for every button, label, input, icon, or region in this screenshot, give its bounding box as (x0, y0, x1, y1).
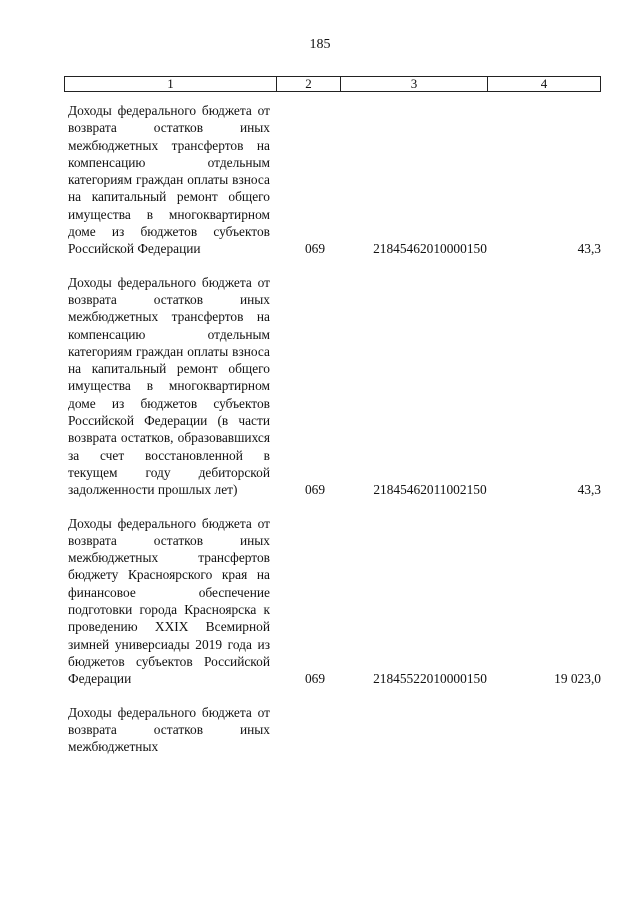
row-description: Доходы федерального бюджета от возврата остатков иных межбюджетных (68, 704, 270, 755)
header-col-4: 4 (540, 76, 548, 91)
row-description: Доходы федерального бюджета от возврата остатков иных межбюджетных трансфертов бюджету Красноярского края на финансовое обеспечение подготовки города Красноярска к проведению XXIX Всемирной зимней универсиады 2019 года из бюджетов субъектов Российской Федерации (68, 515, 270, 687)
header-col-1: 1 (65, 77, 277, 91)
row-description: Доходы федерального бюджета от возврата остатков иных межбюджетных трансфертов на компенсацию отдельным категориям граждан оплаты взноса на капитальный ремонт общего имущества в многоквартирном доме из бюджетов субъектов Российской Федерации (в части возврата остатков, образовавшихся за счет восстановленной в текущем году дебиторской задолженности прошлых лет) (68, 274, 270, 498)
table-header (64, 76, 601, 92)
row-kbk-code: 21845462010000150 (373, 241, 487, 257)
row-amount: 43,3 (577, 482, 601, 498)
table-row (68, 102, 601, 258)
row-kbk-code: 21845522010000150 (373, 671, 487, 687)
header-col-3: 3 (341, 77, 488, 91)
row-kbk-code: 21845462011002150 (373, 482, 487, 498)
table-body (68, 102, 601, 772)
row-admin-code: 069 (304, 482, 326, 498)
table-row (68, 515, 601, 688)
row-description: Доходы федерального бюджета от возврата остатков иных межбюджетных трансфертов на компенсацию отдельным категориям граждан оплаты взноса на капитальный ремонт общего имущества в многоквартирном доме из бюджетов субъектов Российской Федерации (68, 103, 270, 257)
row-amount: 19 023,0 (554, 671, 601, 687)
row-amount: 43,3 (577, 241, 601, 257)
row-admin-code: 069 (304, 241, 326, 257)
row-admin-code: 069 (304, 671, 326, 687)
header-col-2: 2 (277, 77, 341, 91)
page-number: 185 (309, 37, 331, 52)
table-row (68, 274, 601, 499)
table-row (68, 704, 601, 756)
